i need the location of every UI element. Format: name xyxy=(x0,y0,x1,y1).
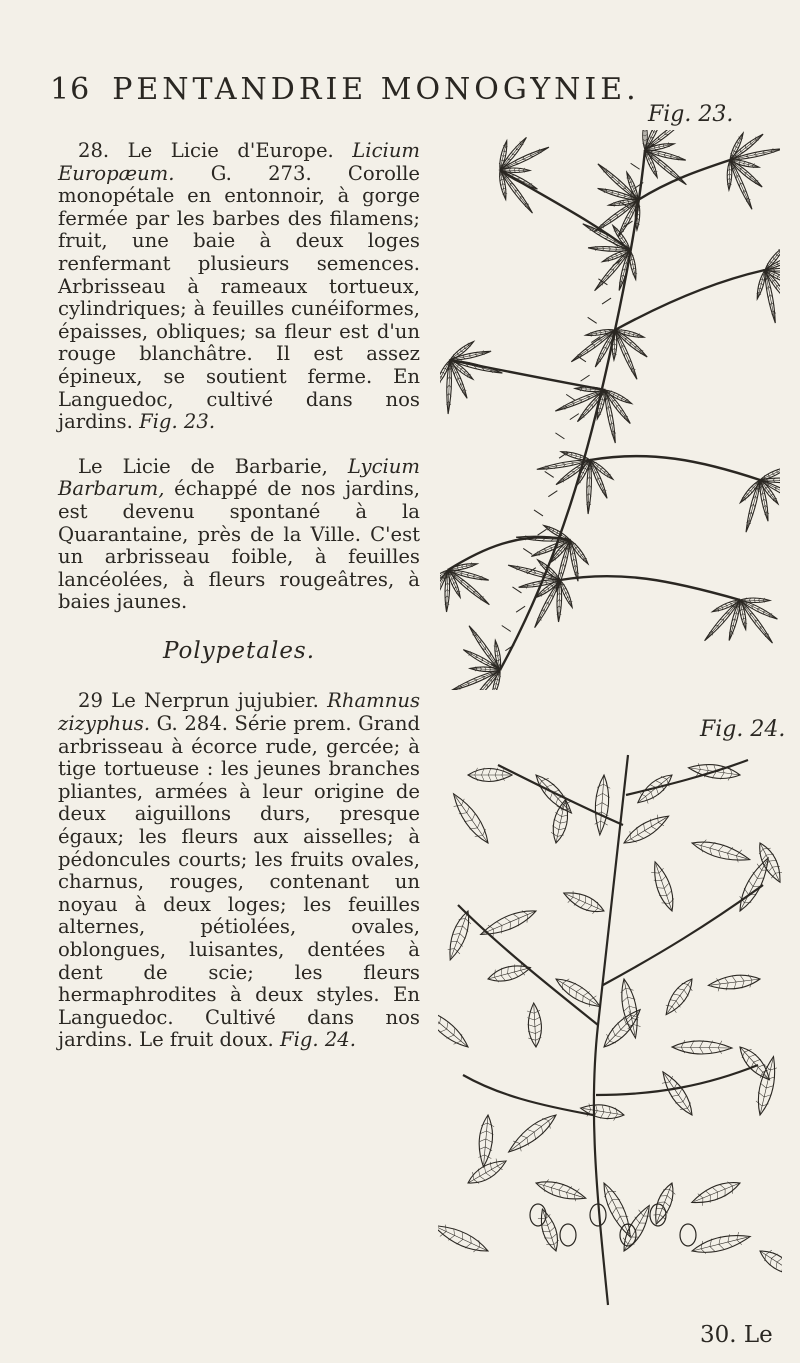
article-heading: 28. Le Licie d'Europe. xyxy=(78,139,334,162)
page-number: 16 xyxy=(50,72,91,107)
article-body: échappé de nos jardins, est devenu spontané à la Quarantaine, près de la Ville. C'est un arbrisseau foible, à feuilles lancéolées, à fleurs rougeâtres, à baies jaunes. xyxy=(58,477,420,614)
article-heading: Le Licie de Barbarie, xyxy=(78,454,328,478)
lycium-engraving xyxy=(440,130,780,690)
article-nerprun-jujubier xyxy=(58,690,420,1052)
text-column xyxy=(58,140,420,1052)
figure-reference: Fig. 23. xyxy=(132,410,216,434)
rhamnus-engraving xyxy=(438,735,782,1315)
figure-reference: Fig. 24. xyxy=(273,1028,356,1052)
latin-name: Rhamnus zizyphus. xyxy=(58,689,420,736)
article-licie-barbarie xyxy=(58,456,420,614)
running-title: PENTANDRIE MONOGYNIE. xyxy=(112,72,640,107)
latin-name: Licium Europæum. xyxy=(58,139,421,185)
article-heading: 29 Le Nerprun jujubier. xyxy=(78,689,319,713)
article-body: Corolle monopétale en entonnoir, à gorge fermée par les barbes des filamens; fruit, une baie à deux loges renfermant plusieurs semences. Arbrisseau à rameaux tortueux, cylindriques; à feuilles cunéiformes, épaisses, obliques; sa fleur est d'un rouge blanchâtre. Il est assez épineux, se soutient ferme. En Languedoc, cultivé dans nos jardins. xyxy=(58,161,421,434)
catchword: 30. Le xyxy=(700,1322,773,1348)
genus-reference: G. 273. xyxy=(174,161,312,185)
figure-23-label: Fig. 23. xyxy=(648,102,734,127)
latin-name: Lycium Barbarum, xyxy=(58,454,421,501)
article-body: G. 284. Série prem. Grand arbrisseau à écorce rude, gercée; à tige tortueuse : les jeunes branches pliantes, armées à leur origine de deux aiguillons durs, presque égaux; les fleurs aux aisselles; à pédoncules courts; les fruits ovales, charnus, rouges, contenant un noyau à deux loges; les feuilles alternes, pétiolées, ovales, oblongues, luisantes, dentées à dent de scie; les fleurs hermaphrodites à deux styles. En Languedoc. Cultivé dans nos jardins. Le fruit doux. xyxy=(58,712,420,1052)
figure-24-label: Fig. 24. xyxy=(700,717,786,742)
section-heading: Polypetales. xyxy=(162,637,316,664)
article-licie-europe xyxy=(58,140,420,434)
